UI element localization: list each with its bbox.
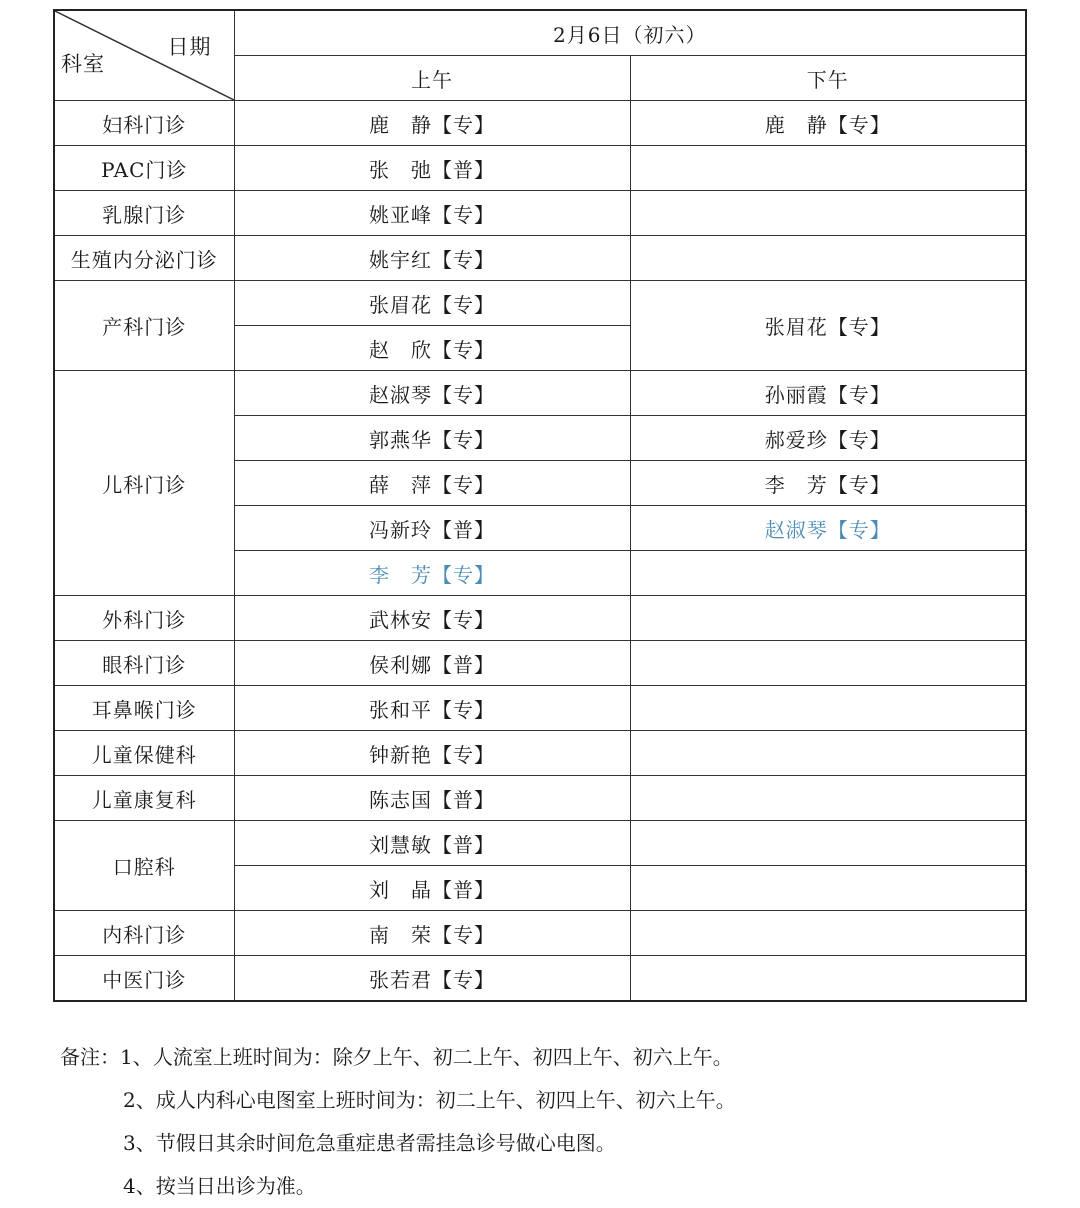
am-doctor-cell: 郭燕华【专】	[234, 416, 630, 461]
pm-doctor-cell: 孙丽霞【专】	[630, 371, 1026, 416]
am-doctor-cell: 南 荣【专】	[234, 911, 630, 956]
pm-doctor-cell	[630, 146, 1026, 191]
am-doctor-cell: 侯利娜【普】	[234, 641, 630, 686]
am-header: 上午	[234, 56, 630, 101]
corner-date-label: 日期	[167, 35, 212, 59]
table-row	[54, 281, 1026, 326]
table-row	[54, 101, 1026, 146]
am-doctor-cell: 刘慧敏【普】	[234, 821, 630, 866]
pm-doctor-cell-highlighted: 赵淑琴【专】	[630, 506, 1026, 551]
table-row	[54, 776, 1026, 821]
pm-doctor-cell	[630, 821, 1026, 866]
note-1: 备注：1、人流室上班时间为：除夕上午、初二上午、初四上午、初六上午。	[60, 1045, 733, 1069]
pm-doctor-cell	[630, 191, 1026, 236]
am-doctor-cell: 张和平【专】	[234, 686, 630, 731]
am-doctor-cell: 陈志国【普】	[234, 776, 630, 821]
am-doctor-cell: 张 弛【普】	[234, 146, 630, 191]
pm-doctor-cell	[630, 911, 1026, 956]
am-doctor-cell: 赵淑琴【专】	[234, 371, 630, 416]
table-row	[54, 731, 1026, 776]
dept-cell: 产科门诊	[54, 281, 234, 371]
date-header: 2月6日（初六）	[234, 10, 1026, 56]
am-doctor-cell: 张眉花【专】	[234, 281, 630, 326]
am-doctor-cell: 武林安【专】	[234, 596, 630, 641]
dept-cell: 儿童康复科	[54, 776, 234, 821]
am-doctor-cell: 薛 萍【专】	[234, 461, 630, 506]
am-doctor-cell: 冯新玲【普】	[234, 506, 630, 551]
table-row	[54, 641, 1026, 686]
note-2: 2、成人内科心电图室上班时间为：初二上午、初四上午、初六上午。	[123, 1088, 736, 1112]
am-doctor-cell-highlighted: 李 芳【专】	[234, 551, 630, 596]
dept-cell: 内科门诊	[54, 911, 234, 956]
dept-cell: 生殖内分泌门诊	[54, 236, 234, 281]
dept-cell: 眼科门诊	[54, 641, 234, 686]
schedule-table	[53, 9, 1027, 1002]
am-doctor-cell: 刘 晶【普】	[234, 866, 630, 911]
table-row	[54, 371, 1026, 416]
table-row	[54, 911, 1026, 956]
note-4: 4、按当日出诊为准。	[123, 1174, 316, 1198]
dept-cell: 儿童保健科	[54, 731, 234, 776]
table-row	[54, 146, 1026, 191]
note-3: 3、节假日其余时间危急重症患者需挂急诊号做心电图。	[123, 1131, 616, 1155]
am-doctor-cell: 钟新艳【专】	[234, 731, 630, 776]
pm-doctor-cell: 郝爱珍【专】	[630, 416, 1026, 461]
dept-cell: 中医门诊	[54, 956, 234, 1002]
header-row-date	[54, 10, 1026, 56]
pm-header: 下午	[630, 56, 1026, 101]
pm-doctor-cell	[630, 731, 1026, 776]
pm-doctor-cell: 张眉花【专】	[630, 281, 1026, 371]
table-row	[54, 686, 1026, 731]
pm-doctor-cell	[630, 236, 1026, 281]
table-row	[54, 236, 1026, 281]
am-doctor-cell: 赵 欣【专】	[234, 326, 630, 371]
dept-cell: 耳鼻喉门诊	[54, 686, 234, 731]
pm-doctor-cell	[630, 776, 1026, 821]
dept-cell: 儿科门诊	[54, 371, 234, 596]
pm-doctor-cell	[630, 641, 1026, 686]
pm-doctor-cell: 李 芳【专】	[630, 461, 1026, 506]
pm-doctor-cell	[630, 551, 1026, 596]
notes-section	[60, 1036, 1050, 1208]
am-doctor-cell: 姚亚峰【专】	[234, 191, 630, 236]
table-row	[54, 596, 1026, 641]
pm-doctor-cell	[630, 866, 1026, 911]
table-row	[54, 956, 1026, 1002]
am-doctor-cell: 姚宇红【专】	[234, 236, 630, 281]
corner-dept-label: 科室	[61, 52, 105, 76]
dept-cell: PAC门诊	[54, 146, 234, 191]
am-doctor-cell: 鹿 静【专】	[234, 101, 630, 146]
dept-cell: 口腔科	[54, 821, 234, 911]
pm-doctor-cell	[630, 686, 1026, 731]
table-row	[54, 191, 1026, 236]
pm-doctor-cell: 鹿 静【专】	[630, 101, 1026, 146]
am-doctor-cell: 张若君【专】	[234, 956, 630, 1002]
dept-cell: 乳腺门诊	[54, 191, 234, 236]
dept-cell: 妇科门诊	[54, 101, 234, 146]
pm-doctor-cell	[630, 596, 1026, 641]
table-row	[54, 821, 1026, 866]
dept-cell: 外科门诊	[54, 596, 234, 641]
pm-doctor-cell	[630, 956, 1026, 1002]
corner-header	[54, 10, 234, 101]
